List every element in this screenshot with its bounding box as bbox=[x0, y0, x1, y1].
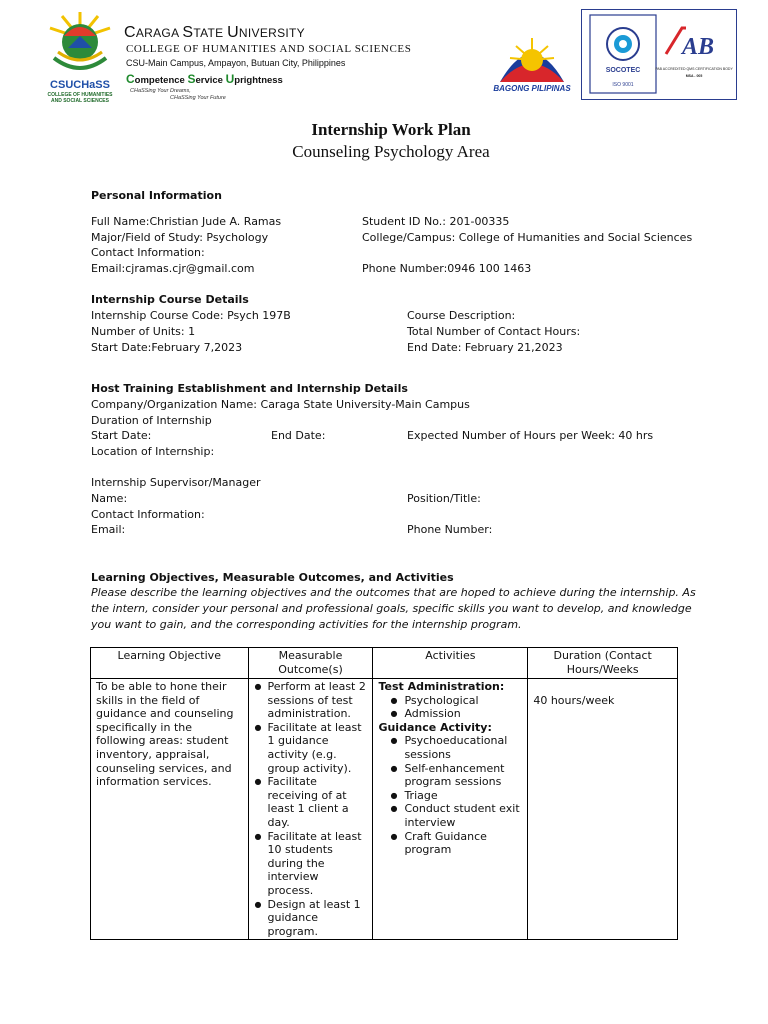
list-item: ● Facilitate receiving of at least 1 client a day. bbox=[268, 775, 368, 829]
cell-activities bbox=[373, 679, 528, 940]
supervisor-position: Position/Title: bbox=[407, 492, 481, 505]
list-item: ● Admission bbox=[404, 707, 522, 721]
objectives-heading: Learning Objectives, Measurable Outcomes, and Activities bbox=[91, 571, 454, 584]
activities-list-2 bbox=[378, 734, 522, 856]
course-code: Internship Course Code: Psych 197B bbox=[91, 309, 291, 322]
number-of-units: Number of Units: 1 bbox=[91, 325, 196, 338]
core-values: Competence Service Uprightness bbox=[126, 72, 283, 86]
table-header-row bbox=[91, 648, 678, 679]
page-title: Internship Work Plan bbox=[311, 120, 471, 139]
duration-of-internship: Duration of Internship bbox=[91, 414, 212, 427]
instructions-line-2: the intern, consider your personal and professional goals, specific skills you want to develop, and knowledge bbox=[91, 602, 692, 615]
work-plan-table bbox=[90, 647, 678, 940]
csuchass-logo bbox=[40, 8, 120, 104]
logo-text-sub2: AND SOCIAL SCIENCES bbox=[51, 98, 109, 104]
logo-text-sub1: COLLEGE OF HUMANITIES bbox=[47, 92, 113, 98]
activity-group-test-administration: Test Administration: bbox=[378, 680, 505, 693]
college-name: COLLEGE OF HUMANITIES AND SOCIAL SCIENCES bbox=[126, 43, 412, 55]
list-item: ● Design at least 1 guidance program. bbox=[268, 898, 368, 939]
host-start-date: Start Date: bbox=[91, 429, 152, 442]
msa-text: MSA - 005 bbox=[685, 74, 703, 78]
list-item: ● Facilitate at least 10 students during the interview process. bbox=[268, 830, 368, 898]
total-contact-hours: Total Number of Contact Hours: bbox=[407, 325, 581, 338]
header-learning-objective: Learning Objective bbox=[91, 648, 249, 679]
course-start-date: Start Date:February 7,2023 bbox=[91, 341, 243, 354]
cell-outcomes bbox=[248, 679, 373, 940]
supervisor-phone: Phone Number: bbox=[407, 523, 493, 536]
cell-duration bbox=[528, 679, 678, 940]
logo-text-main: CSUCHaSS bbox=[50, 79, 110, 91]
cell-objective bbox=[91, 679, 249, 940]
course-end-date: End Date: February 21,2023 bbox=[407, 341, 563, 354]
ab-text: AB bbox=[682, 34, 715, 60]
hours-per-week: Expected Number of Hours per Week: 40 hrs bbox=[407, 429, 654, 442]
header-activities: Activities bbox=[373, 648, 528, 679]
objective-text: To be able to hone their skills in the field of guidance and counseling specifically in the following areas: student inventory, appraisal, counseling services, and information services. bbox=[96, 680, 234, 789]
company-name: Company/Organization Name: Caraga State University-Main Campus bbox=[91, 398, 470, 411]
bagong-pilipinas-logo bbox=[486, 20, 578, 98]
list-item: ● Craft Guidance program bbox=[404, 830, 522, 857]
supervisor-heading: Internship Supervisor/Manager bbox=[91, 476, 261, 489]
socotec-text: SOCOTEC bbox=[605, 67, 641, 74]
supervisor-contact: Contact Information: bbox=[91, 508, 205, 521]
activities-list-1 bbox=[378, 694, 522, 721]
host-end-date: End Date: bbox=[271, 429, 326, 442]
list-item: ● Triage bbox=[404, 789, 522, 803]
outcomes-list bbox=[254, 680, 368, 938]
campus-address: CSU-Main Campus, Ampayon, Butuan City, Philippines bbox=[126, 58, 346, 68]
instructions-line-1: Please describe the learning objectives and the outcomes that are hoped to achieve during the internship. As bbox=[91, 586, 696, 599]
tagline: CHaSSing Your Dreams, CHaSSing Your Future bbox=[130, 88, 226, 101]
table-row bbox=[91, 679, 678, 940]
location-of-internship: Location of Internship: bbox=[91, 445, 215, 458]
host-details-heading: Host Training Establishment and Internship Details bbox=[91, 382, 408, 395]
email: Email:cjramas.cjr@gmail.com bbox=[91, 262, 255, 275]
course-description: Course Description: bbox=[407, 309, 516, 322]
list-item: ● Conduct student exit interview bbox=[404, 802, 522, 829]
duration-value: 40 hours/week bbox=[533, 694, 615, 707]
supervisor-email: Email: bbox=[91, 523, 126, 536]
university-name: CARAGA STATE UNIVERSITY bbox=[124, 24, 305, 41]
student-id: Student ID No.: 201-00335 bbox=[362, 215, 510, 228]
supervisor-name: Name: bbox=[91, 492, 128, 505]
list-item: ● Facilitate at least 1 guidance activity (e.g. group activity). bbox=[268, 721, 368, 775]
header-measurable-outcomes: Measurable Outcome(s) bbox=[248, 648, 373, 679]
activity-group-guidance: Guidance Activity: bbox=[378, 720, 492, 734]
bagong-pilipinas-text: BAGONG PILIPINAS bbox=[493, 84, 571, 93]
pab-text: PAB ACCREDITED QMS CERTIFICATION BODY bbox=[655, 67, 733, 71]
contact-information: Contact Information: bbox=[91, 246, 205, 259]
phone-number: Phone Number:0946 100 1463 bbox=[362, 262, 532, 275]
course-details-heading: Internship Course Details bbox=[91, 293, 249, 306]
full-name: Full Name:Christian Jude A. Ramas bbox=[91, 215, 282, 228]
iso-text: ISO 9001 bbox=[612, 82, 634, 88]
list-item: ● Psychological bbox=[404, 694, 522, 708]
personal-info-heading: Personal Information bbox=[91, 189, 222, 202]
list-item: ● Psychoeducational sessions bbox=[404, 734, 522, 761]
college-campus: College/Campus: College of Humanities and Social Sciences bbox=[362, 231, 693, 244]
header-duration: Duration (Contact Hours/Weeks bbox=[528, 648, 678, 679]
list-item: ● Self-enhancement program sessions bbox=[404, 762, 522, 789]
major: Major/Field of Study: Psychology bbox=[91, 231, 269, 244]
page-subtitle: Counseling Psychology Area bbox=[292, 142, 490, 161]
list-item: ● Perform at least 2 sessions of test administration. bbox=[268, 680, 368, 721]
certification-box bbox=[581, 9, 737, 100]
instructions-line-3: you want to gain, and the corresponding activities for the internship program. bbox=[91, 618, 522, 631]
